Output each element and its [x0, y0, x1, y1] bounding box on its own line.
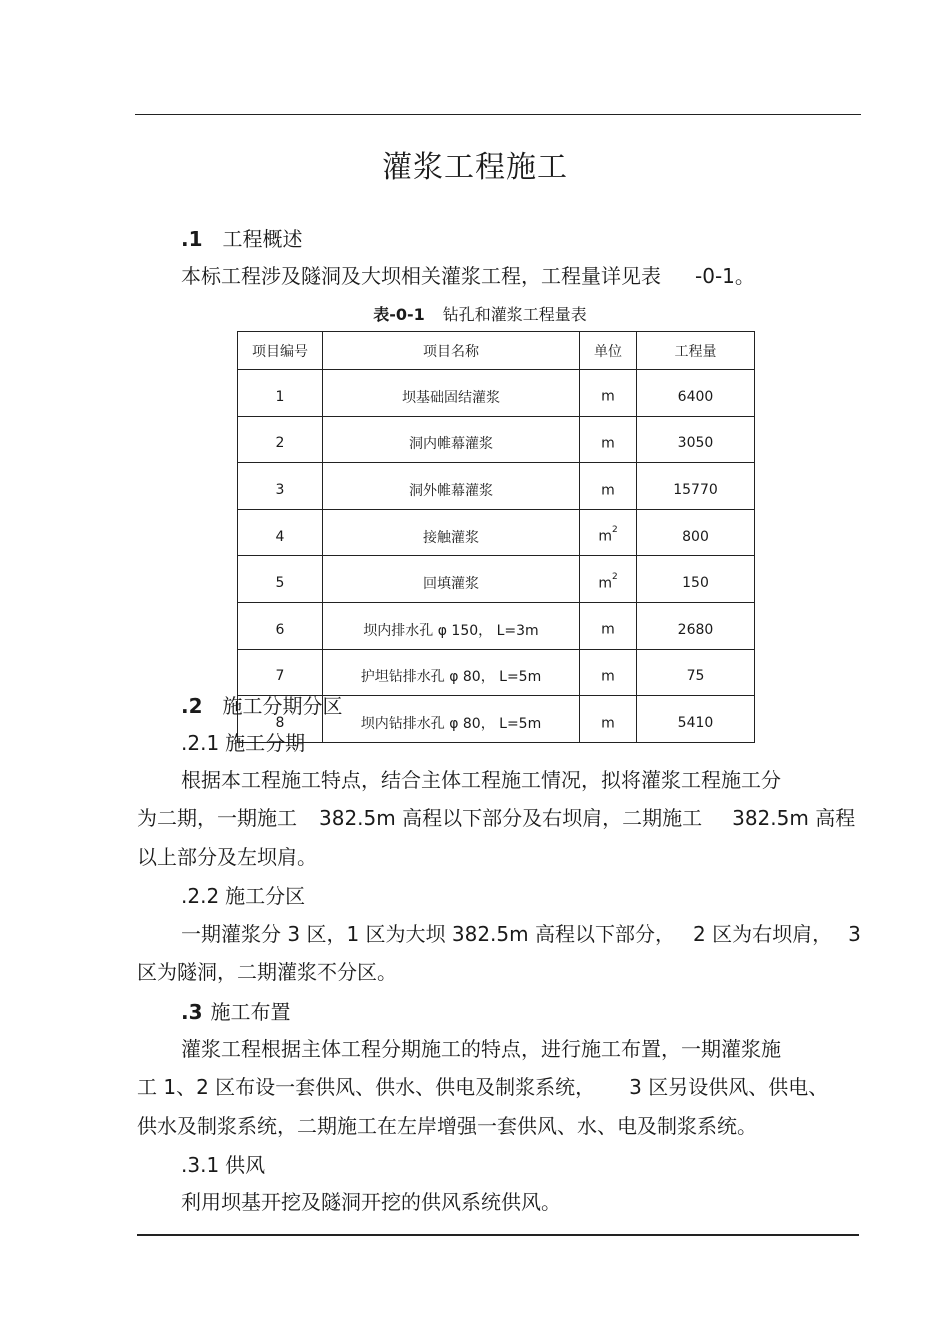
table-row — [238, 463, 755, 510]
section-1-heading — [181, 225, 303, 253]
paragraph-line: 根据本工程施工特点，结合主体工程施工情况，拟将灌浆工程施工分 — [181, 768, 781, 792]
cell-unit — [580, 370, 637, 417]
table-row — [238, 509, 755, 556]
section-number: .1 — [181, 227, 203, 251]
unit-text: m — [601, 622, 615, 639]
header-rule — [135, 114, 861, 115]
cell-name: 坝基础固结灌浆 — [323, 370, 580, 417]
cell-no: 7 — [238, 649, 323, 696]
cell-qty: 5410 — [637, 696, 755, 743]
unit-exponent: 2 — [611, 525, 618, 536]
paragraph-line: 供水及制浆系统，二期施工在左岸增强一套供风、水、电及制浆系统。 — [137, 1114, 757, 1138]
section-2-heading — [181, 692, 343, 720]
table-caption — [0, 302, 950, 325]
cell-name: 坝内排水孔 φ 150， L=3m — [323, 602, 580, 649]
cell-unit — [580, 649, 637, 696]
cell-name: 回填灌浆 — [323, 556, 580, 603]
paragraph — [181, 262, 755, 290]
cell-no: 2 — [238, 416, 323, 463]
paragraph-line: 区为隧洞，二期灌浆不分区。 — [137, 960, 397, 984]
text-run: 一期灌浆分 3 区，1 区为大坝 382.5m 高程以下部分， — [181, 922, 675, 946]
table-caption-number: 表-0-1 — [373, 305, 425, 324]
table-row — [238, 556, 755, 603]
footer-rule — [137, 1234, 859, 1236]
cell-name: 坝内钻排水孔 φ 80， L=5m — [323, 696, 580, 743]
cell-name: 接触灌浆 — [323, 509, 580, 556]
subsection-2-1-heading — [181, 729, 305, 757]
unit-text: m — [601, 482, 615, 499]
cell-name: 护坦钻排水孔 φ 80， L=5m — [323, 649, 580, 696]
cell-no: 1 — [238, 370, 323, 417]
section-number: .3 — [181, 1000, 203, 1024]
cell-unit — [580, 463, 637, 510]
paragraph-line — [137, 804, 855, 832]
table-caption-title: 钻孔和灌浆工程量表 — [442, 305, 587, 324]
section-3-heading — [181, 998, 291, 1026]
quantity-table — [237, 331, 755, 743]
header-cell: 工程量 — [637, 332, 755, 370]
subsection-title: 施工分期 — [225, 731, 306, 755]
text-run: 工 1、2 区布设一套供风、供水、供电及制浆系统， — [137, 1075, 596, 1099]
subsection-title: 供风 — [225, 1153, 266, 1177]
unit-text: m — [601, 668, 615, 685]
paragraph-line — [137, 1073, 828, 1101]
table-row — [238, 649, 755, 696]
cell-name: 洞内帷幕灌浆 — [323, 416, 580, 463]
unit-text: m — [601, 435, 615, 452]
paragraph-line: 利用坝基开挖及隧洞开挖的供风系统供风。 — [181, 1190, 561, 1214]
cell-no: 6 — [238, 602, 323, 649]
unit-text: m — [598, 528, 612, 545]
cell-unit — [580, 696, 637, 743]
cell-unit — [580, 509, 637, 556]
cell-no: 8 — [238, 696, 323, 743]
unit-exponent: 2 — [611, 571, 618, 582]
paragraph-line — [181, 920, 861, 948]
paragraph-line: 灌浆工程根据主体工程分期施工的特点，进行施工布置，一期灌浆施 — [181, 1037, 781, 1061]
section-title: 施工分期分区 — [222, 694, 343, 718]
header-cell: 单位 — [580, 332, 637, 370]
subsection-2-2-heading — [181, 882, 305, 910]
text-run: 3 区另设供风、供电、 — [629, 1075, 829, 1099]
table-row — [238, 370, 755, 417]
table-row — [238, 416, 755, 463]
cell-qty: 800 — [637, 509, 755, 556]
cell-qty: 2680 — [637, 602, 755, 649]
cell-qty: 75 — [637, 649, 755, 696]
cell-unit — [580, 416, 637, 463]
page-title: 灌浆工程施工 — [382, 150, 568, 185]
unit-text: m — [598, 575, 612, 592]
text-run: 3 — [848, 922, 861, 946]
cell-name: 洞外帷幕灌浆 — [323, 463, 580, 510]
subsection-title: 施工分区 — [225, 884, 306, 908]
text-run: 382.5m 高程 — [732, 806, 856, 830]
unit-text: m — [601, 715, 615, 732]
unit-text: m — [601, 389, 615, 406]
subsection-number: .2.1 — [181, 731, 220, 755]
paragraph-line: 以上部分及左坝肩。 — [137, 845, 317, 869]
paragraph-text: 本标工程涉及隧洞及大坝相关灌浆工程，工程量详见表 — [181, 264, 661, 288]
subsection-number: .3.1 — [181, 1153, 220, 1177]
cell-unit — [580, 602, 637, 649]
subsection-3-1-heading — [181, 1151, 265, 1179]
cell-no: 3 — [238, 463, 323, 510]
cell-qty: 15770 — [637, 463, 755, 510]
section-title: 施工布置 — [210, 1000, 291, 1024]
cell-qty: 3050 — [637, 416, 755, 463]
cell-no: 5 — [238, 556, 323, 603]
section-title: 工程概述 — [222, 227, 303, 251]
cell-qty: 6400 — [637, 370, 755, 417]
cell-no: 4 — [238, 509, 323, 556]
text-run: 2 区为右坝肩， — [692, 922, 833, 946]
header-cell: 项目名称 — [323, 332, 580, 370]
text-run: 为二期，一期施工 — [137, 806, 297, 830]
cell-unit — [580, 556, 637, 603]
cell-qty: 150 — [637, 556, 755, 603]
table-header-row — [238, 332, 755, 370]
section-number: .2 — [181, 694, 203, 718]
text-run: 382.5m 高程以下部分及右坝肩，二期施工 — [319, 806, 703, 830]
table-reference: -0-1。 — [695, 264, 755, 288]
header-cell: 项目编号 — [238, 332, 323, 370]
table-row — [238, 602, 755, 649]
subsection-number: .2.2 — [181, 884, 220, 908]
